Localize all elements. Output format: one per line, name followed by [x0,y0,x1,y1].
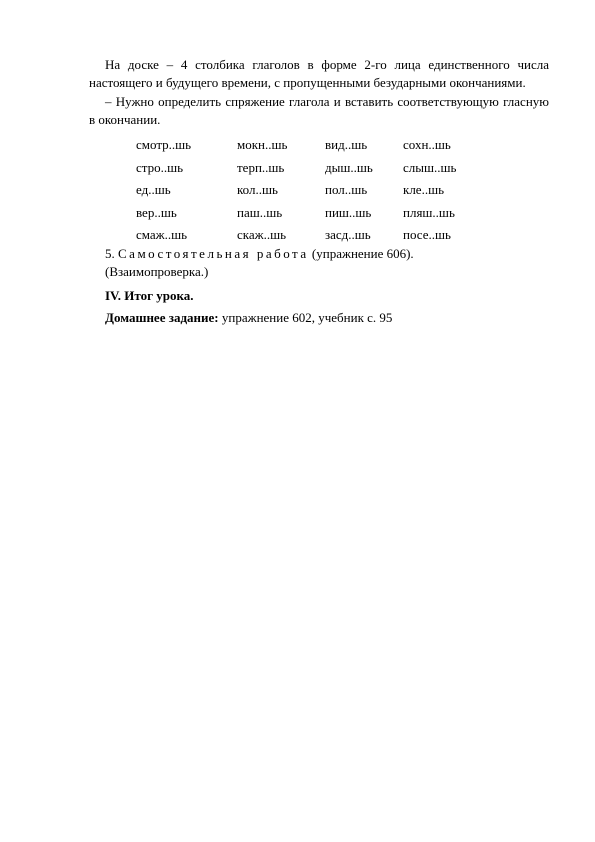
verb-table-row [136,205,496,228]
verb-cell: слыш..шь [403,159,457,175]
task-title: Самостоятельная работа [118,246,309,261]
verb-cell: смотр..шь [136,137,192,152]
homework-line [105,309,392,327]
verb-table-row [136,137,496,160]
verb-cell: пол..шь [325,182,368,197]
verb-cell: мокн..шь [237,137,288,152]
verb-cell: дыш..шь [325,159,373,175]
task-line [105,245,414,263]
verb-cell: терп..шь [237,159,285,175]
verb-cell: кол..шь [237,182,278,197]
verb-cell: засд..шь [325,227,371,242]
verb-cell: ед..шь [136,182,171,197]
task-note: (упражнение 606). [308,246,414,261]
verb-table [136,137,496,250]
intro-paragraph: На доске – 4 столбика глаголов в форме 2-го лица единственного числа настоящего и будущего времени, с пропущенными безударными окончаниями. [89,57,549,90]
verb-cell: скаж..шь [237,227,287,242]
homework-label: Домашнее задание: [105,310,219,325]
homework-text: упражнение 602, учебник с. 95 [218,310,393,325]
verb-cell: смаж..шь [136,227,188,242]
verb-cell: пиш..шь [325,204,372,220]
task-number: 5. [105,246,118,261]
verb-table-row [136,182,496,205]
verb-cell: паш..шь [237,204,283,220]
instruction-paragraph: – Нужно определить спряжение глагола и вставить соответствующую гласную в окончании. [89,94,549,127]
verb-cell: сохн..шь [403,137,451,152]
verb-cell: посе..шь [403,227,451,242]
verb-cell: вид..шь [325,137,368,152]
peer-check-note: (Взаимопроверка.) [105,264,209,279]
verb-table-row [136,160,496,183]
lesson-summary-heading: IV. Итог урока. [105,288,194,303]
verb-cell: пляш..шь [403,204,455,220]
verb-cell: кле..шь [403,182,445,197]
verb-cell: стро..шь [136,159,184,175]
verb-cell: вер..шь [136,204,177,220]
